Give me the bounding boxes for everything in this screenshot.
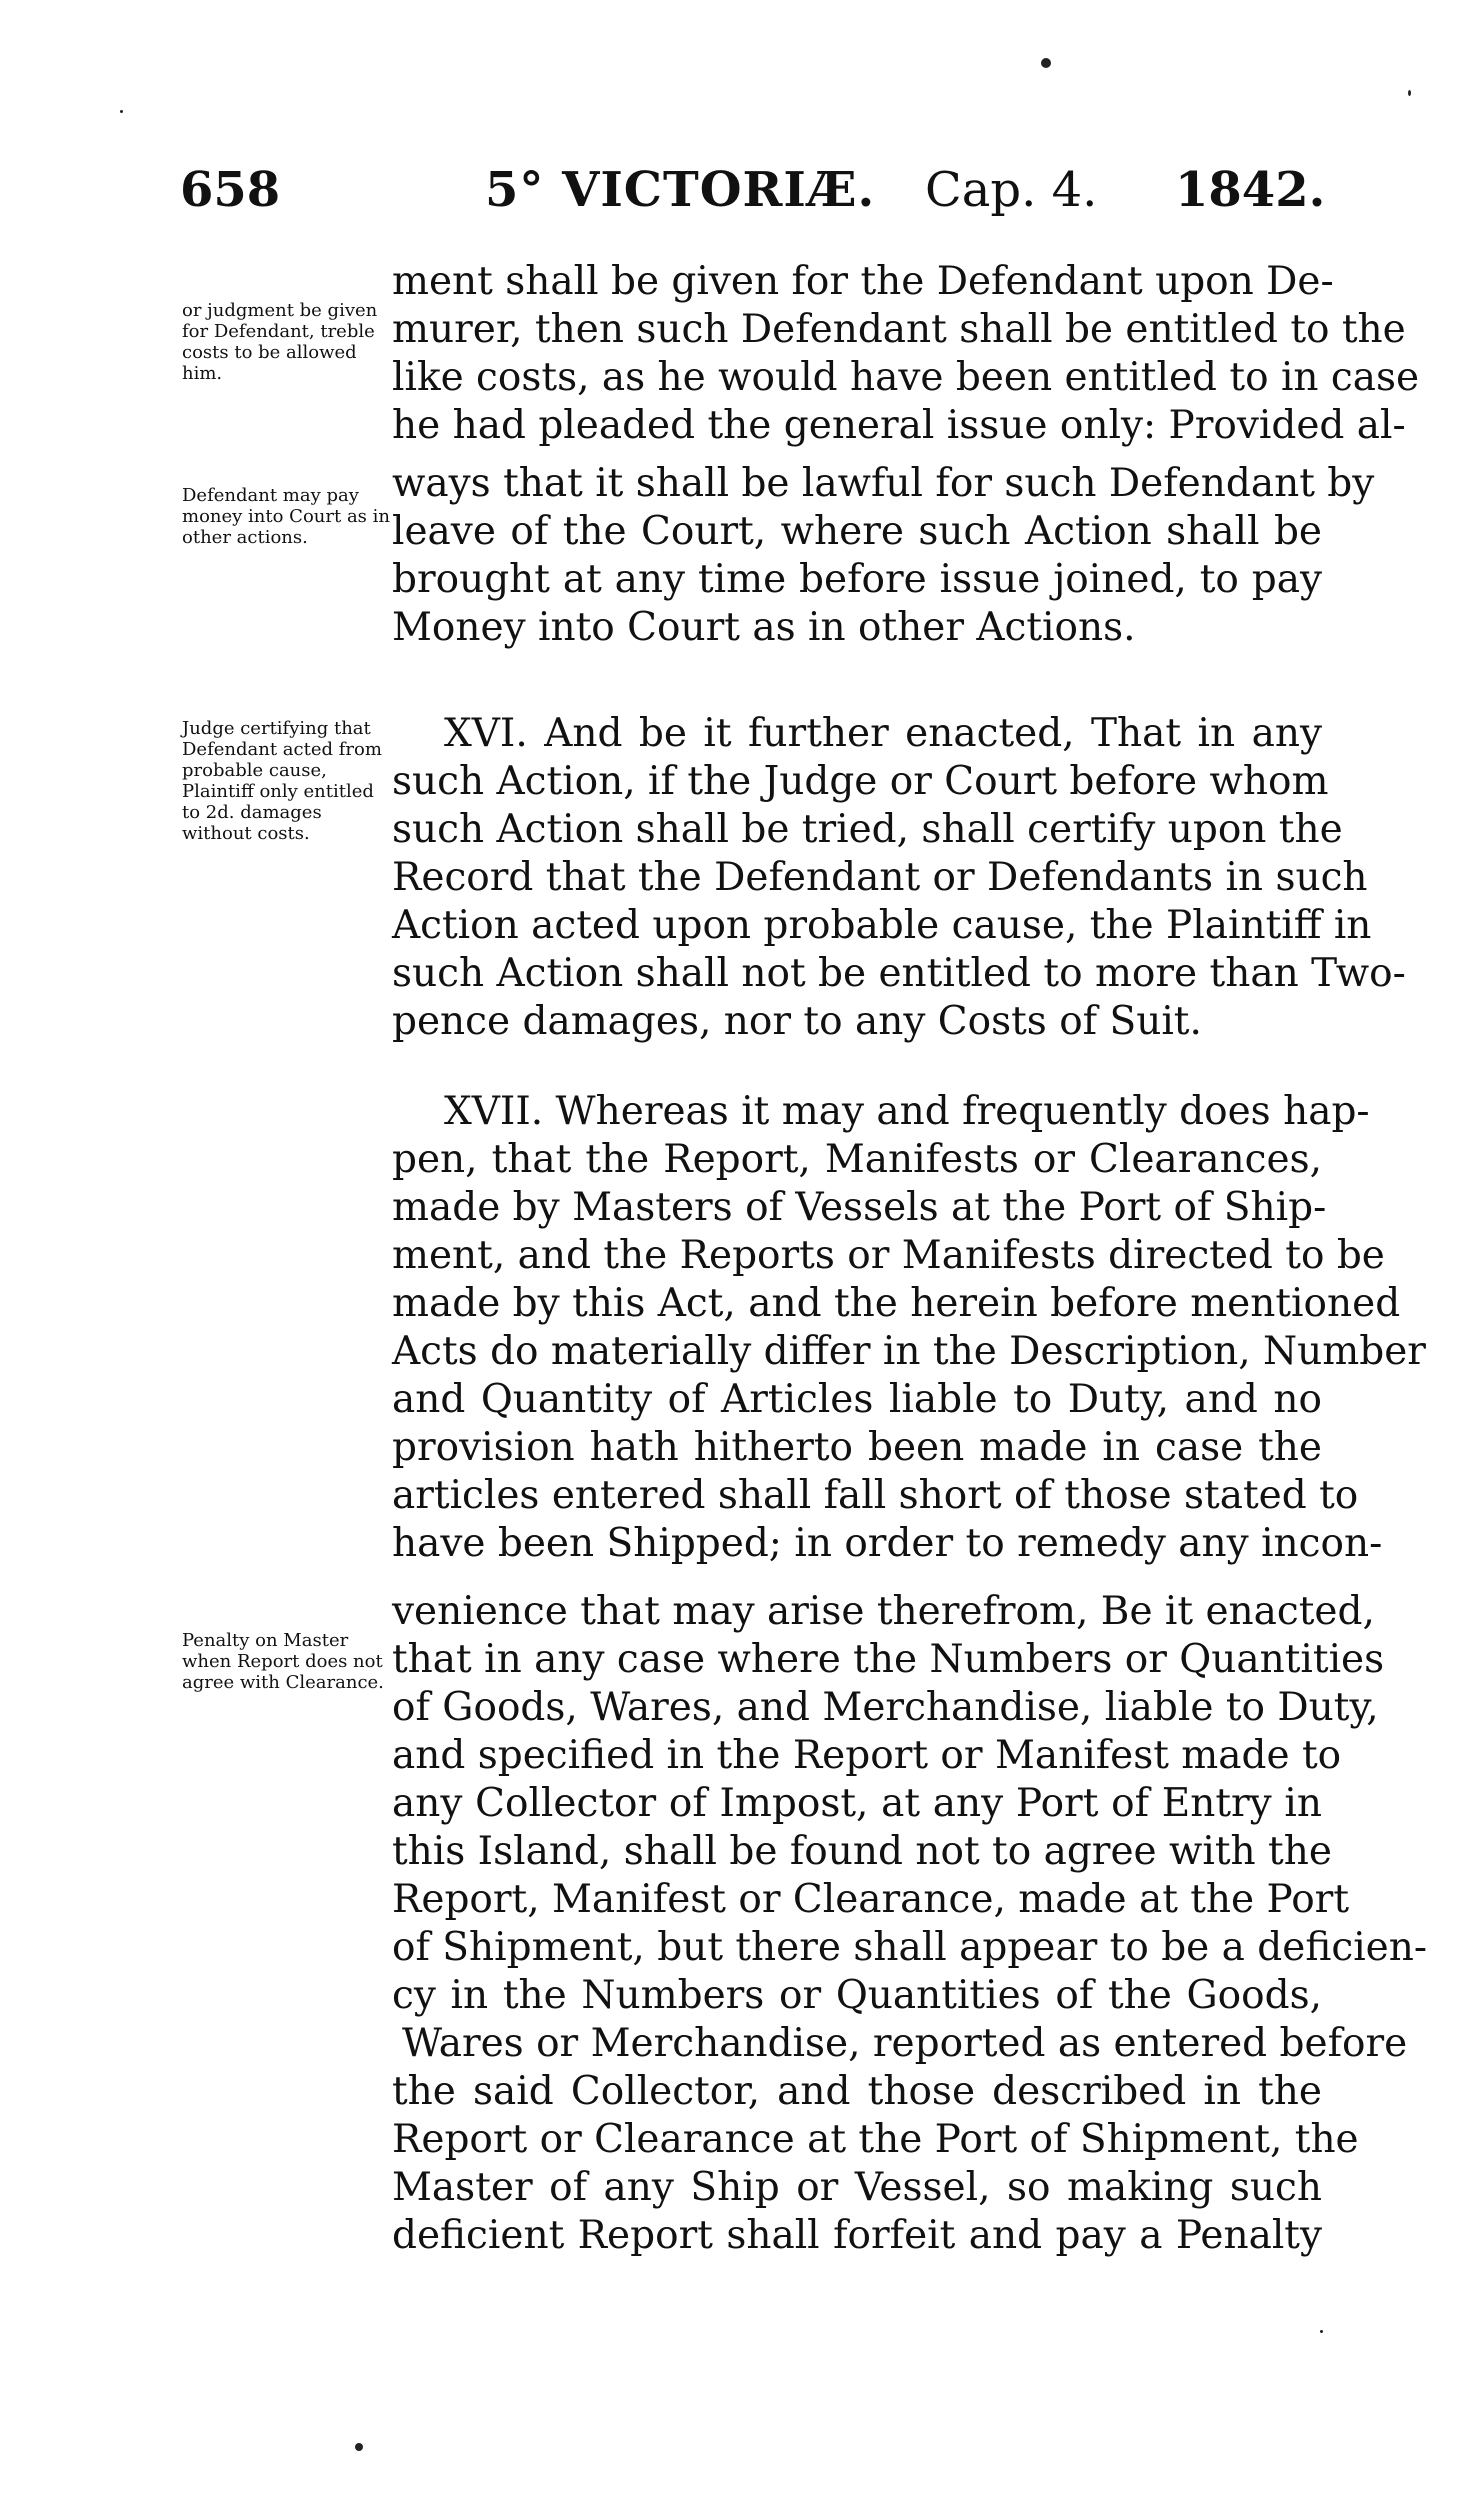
text-line: made by Masters of Vessels at the Port of Ship-	[392, 1185, 1327, 1230]
text-line: this Island, shall be found not to agree with the	[392, 1829, 1332, 1874]
page-number: 658	[180, 162, 281, 218]
text-line: cy in the Numbers or Quantities of the Goods,	[392, 1973, 1322, 2018]
year-label: 1842.	[1175, 162, 1326, 218]
text-line: and specified in the Report or Manifest made to	[392, 1733, 1342, 1778]
text-line: provision hath hitherto been made in case the	[392, 1425, 1322, 1470]
body-text	[392, 0, 1428, 2502]
text-line: of Shipment, but there shall appear to be a deficien-	[392, 1925, 1428, 1970]
margin-note-probable-cause: Judge certifying that Defendant acted from probable cause, Plaintiff only entitled to 2d. damages without costs.	[182, 718, 382, 844]
text-line: such Action shall not be entitled to more than Two-	[392, 951, 1406, 996]
scan-speck	[1408, 90, 1411, 96]
scan-speck	[120, 110, 123, 113]
scan-speck	[1320, 2330, 1323, 2333]
text-line: he had pleaded the general issue only: Provided al-	[392, 403, 1406, 448]
text-line: ways that it shall be lawful for such Defendant by	[392, 461, 1375, 506]
margin-note-penalty-on-master: Penalty on Master when Report does not agree with Clearance.	[182, 1630, 384, 1693]
text-line: pence damages, nor to any Costs of Suit.	[392, 999, 1202, 1044]
text-line: Record that the Defendant or Defendants in such	[392, 855, 1368, 900]
margin-note-money-into-court: Defendant may pay money into Court as in other actions.	[182, 485, 390, 548]
text-line: Wares or Merchandise, reported as entered before	[402, 2021, 1408, 2066]
text-line: have been Shipped; in order to remedy any incon-	[392, 1521, 1383, 1566]
text-line: ment shall be given for the Defendant upon De-	[392, 259, 1334, 304]
text-line: made by this Act, and the herein before mentioned	[392, 1281, 1401, 1326]
text-line: Money into Court as in other Actions.	[392, 605, 1136, 650]
text-line: the said Collector, and those described in the	[392, 2069, 1322, 2114]
text-line: Action acted upon probable cause, the Plaintiff in	[392, 903, 1372, 948]
text-line: of Goods, Wares, and Merchandise, liable to Duty,	[392, 1685, 1379, 1730]
scan-speck	[1041, 58, 1051, 68]
margin-notes	[182, 0, 392, 2502]
text-line: such Action, if the Judge or Court before whom	[392, 759, 1329, 804]
text-line: leave of the Court, where such Action shall be	[392, 509, 1322, 554]
text-line: deficient Report shall forfeit and pay a Penalty	[392, 2213, 1322, 2258]
scan-speck	[355, 2443, 363, 2451]
text-line: Report or Clearance at the Port of Shipment, the	[392, 2117, 1359, 2162]
text-line: articles entered shall fall short of those stated to	[392, 1473, 1359, 1518]
text-line: murer, then such Defendant shall be entitled to the	[392, 307, 1406, 352]
margin-note-treble-costs: or judgment be given for Defendant, treble costs to be allowed him.	[182, 300, 378, 384]
text-line: pen, that the Report, Manifests or Clearances,	[392, 1137, 1322, 1182]
text-line: any Collector of Impost, at any Port of Entry in	[392, 1781, 1322, 1826]
text-line: and Quantity of Articles liable to Duty, and no	[392, 1377, 1322, 1422]
page-title: 5° VICTORIÆ.	[485, 162, 876, 218]
text-line: ment, and the Reports or Manifests directed to be	[392, 1233, 1385, 1278]
text-line: like costs, as he would have been entitled to in case	[392, 355, 1420, 400]
text-line: venience that may arise therefrom, Be it enacted,	[392, 1589, 1375, 1634]
text-line: Master of any Ship or Vessel, so making such	[392, 2165, 1322, 2210]
section-xvii-opening: XVII. Whereas it may and frequently does hap-	[444, 1089, 1370, 1134]
chapter-label: Cap. 4.	[925, 162, 1098, 218]
text-line: that in any case where the Numbers or Quantities	[392, 1637, 1385, 1682]
text-line: brought at any time before issue joined, to pay	[392, 557, 1322, 602]
text-line: such Action shall be tried, shall certify upon the	[392, 807, 1343, 852]
text-line: Acts do materially differ in the Description, Number	[392, 1329, 1426, 1374]
text-line: Report, Manifest or Clearance, made at the Port	[392, 1877, 1349, 1922]
section-xvi-opening: XVI. And be it further enacted, That in any	[444, 711, 1322, 756]
